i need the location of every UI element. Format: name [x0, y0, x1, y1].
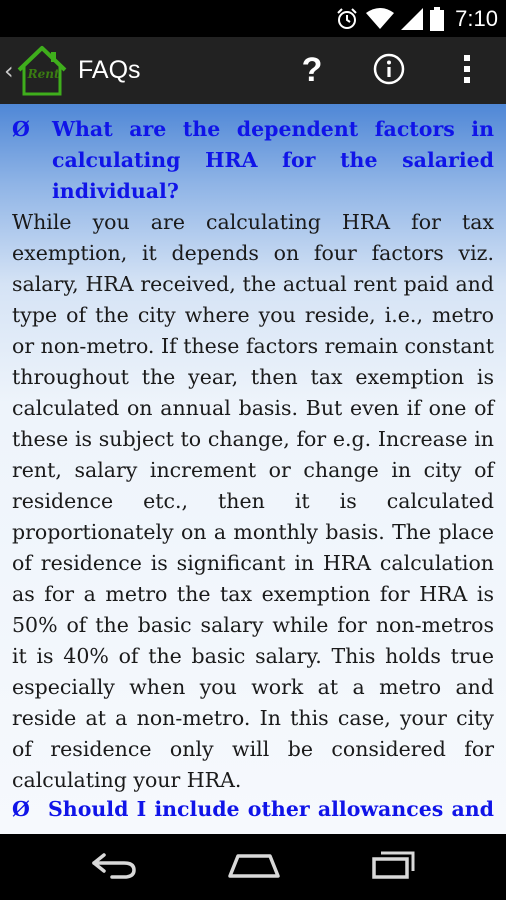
info-button[interactable] — [368, 37, 410, 104]
home-icon — [226, 850, 282, 884]
faq-item — [12, 114, 494, 796]
faq-question: What are the dependent factors in calculating HRA for the salaried individual? — [52, 117, 494, 203]
battery-icon — [430, 7, 444, 31]
info-icon — [373, 53, 405, 89]
back-icon — [90, 850, 138, 884]
wifi-icon — [366, 8, 394, 30]
recent-apps-icon — [369, 849, 419, 885]
faq-bullet: Ø — [12, 117, 30, 141]
help-button[interactable] — [292, 37, 332, 104]
help-icon: ? — [301, 51, 323, 89]
navigation-bar — [0, 834, 506, 900]
status-icons — [335, 0, 498, 37]
recent-apps-button[interactable] — [352, 834, 436, 900]
overflow-menu-icon — [463, 54, 471, 88]
faq-content[interactable] — [0, 104, 506, 834]
chevron-left-icon: ‹ — [4, 56, 14, 85]
home-up-button[interactable] — [4, 37, 74, 104]
faq-bullet: Ø — [12, 797, 30, 821]
home-button[interactable] — [212, 834, 296, 900]
faq-question: Should I include other allowances and — [48, 797, 494, 821]
faq-item — [12, 794, 494, 825]
alarm-icon — [335, 7, 359, 31]
status-bar — [0, 0, 506, 37]
logo-text: Rent — [27, 66, 60, 81]
action-bar — [0, 37, 506, 104]
app-logo — [15, 45, 69, 97]
page-title: FAQs — [78, 56, 141, 84]
signal-icon — [401, 8, 423, 30]
overflow-menu-button[interactable] — [450, 37, 484, 104]
faq-answer: While you are calculating HRA for tax exemption, it depends on four factors viz. salary, HRA received, the actual rent paid and type of the city where you reside, i.e., metro or non-metro. If these factors remain constant throughout the year, then tax exemption is calculated on annual basis. But even if one of these is subject to change, for e.g. Increase in rent, salary increment or change in city of residence etc., then it is calculated proportionately on a monthly basis. The place of residence is significant in HRA calculation as for a metro the tax exemption for HRA is 50% of the basic salary while for non-metros it is 40% of the basic salary. This holds true especially when you work at a metro and reside at a non-metro. In this case, your city of residence only will be considered for calculating your HRA. — [12, 210, 494, 792]
status-time: 7:10 — [455, 5, 498, 31]
back-button[interactable] — [72, 834, 156, 900]
